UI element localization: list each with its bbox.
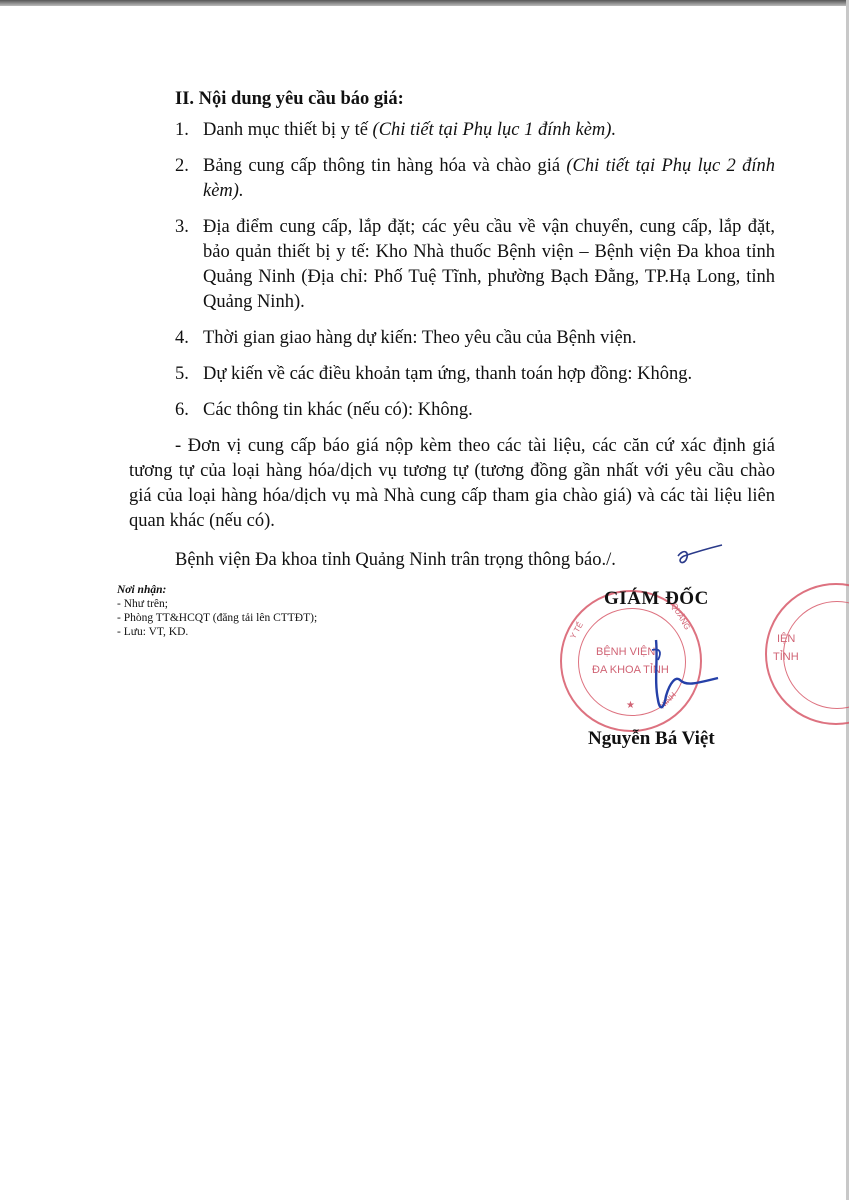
partial-stamp: [765, 583, 849, 725]
signatory-name: Nguyễn Bá Việt: [588, 728, 715, 749]
recipient-line: - Như trên;: [117, 598, 168, 610]
stamp-text: IỆN: [777, 633, 796, 645]
list-item: [129, 362, 775, 387]
list-item: [129, 118, 775, 143]
closing-line: Bệnh viện Đa khoa tỉnh Quảng Ninh trân trọng thông báo./.: [175, 550, 616, 570]
list-item: [129, 154, 775, 204]
star-icon: ★: [626, 700, 635, 711]
stamp-text: BỆNH VIỆN: [596, 646, 656, 658]
attachment-paragraph: - Đơn vị cung cấp báo giá nộp kèm theo các tài liệu, các căn cứ xác định giá tương tự của loại hàng hóa/dịch vụ tương tự (tương đồng gần nhất với yêu cầu chào giá của loại hàng hóa/dịch vụ mà Nhà cung cấp tham gia chào giá) và các tài liệu liên quan khác (nếu có).: [129, 436, 775, 531]
scan-top-edge: [0, 0, 849, 6]
list-text: Danh mục thiết bị y tế: [203, 120, 373, 140]
stamp-ring-text: Y TẾ: [568, 620, 586, 641]
list-text: Dự kiến về các điều khoản tạm ứng, thanh toán hợp đồng: Không.: [203, 364, 693, 384]
official-stamp: [560, 590, 702, 732]
list-text: Các thông tin khác (nếu có): Không.: [203, 400, 473, 420]
list-number: 5.: [175, 364, 189, 384]
recipients-heading: Nơi nhận:: [117, 584, 167, 596]
list-number: 3.: [175, 217, 189, 237]
list-text: Địa điểm cung cấp, lắp đặt; các yêu cầu về vận chuyển, cung cấp, lắp đặt, bảo quản thiết bị y tế: Kho Nhà thuốc Bệnh viện – Bệnh viện Đa khoa tỉnh Quảng Ninh (Địa chỉ: Phố Tuệ Tĩnh, phường Bạch Đằng, TP.Hạ Long, tỉnh Quảng Ninh).: [203, 217, 775, 312]
recipient-line: - Lưu: VT, KD.: [117, 626, 189, 638]
stamp-text: ĐA KHOA TỈNH: [592, 664, 669, 676]
list-item: [129, 326, 775, 351]
list-item: [129, 215, 775, 315]
list-number: 1.: [175, 120, 189, 140]
section-title: II. Nội dung yêu cầu báo giá:: [175, 89, 404, 109]
recipient-line: - Phòng TT&HCQT (đăng tải lên CTTĐT);: [117, 612, 318, 624]
list-number: 6.: [175, 400, 189, 420]
stamp-ring-text: QUẢNG: [669, 601, 692, 632]
list-text: Thời gian giao hàng dự kiến: Theo yêu cầu của Bệnh viện.: [203, 328, 637, 348]
list-number: 2.: [175, 156, 189, 176]
stamp-text: TỈNH: [773, 651, 799, 663]
list-note: (Chi tiết tại Phụ lục 2 đính kèm).: [203, 156, 776, 201]
recipients-block: [117, 583, 317, 639]
list-note: (Chi tiết tại Phụ lục 1 đính kèm).: [372, 120, 617, 140]
stamp-ring-text: NINH: [657, 690, 678, 711]
list-text: Bảng cung cấp thông tin hàng hóa và chào giá: [203, 156, 567, 176]
list-number: 4.: [175, 328, 189, 348]
list-item: [129, 398, 775, 423]
document-body: [129, 87, 775, 573]
signatory-title: GIÁM ĐỐC: [604, 588, 709, 609]
